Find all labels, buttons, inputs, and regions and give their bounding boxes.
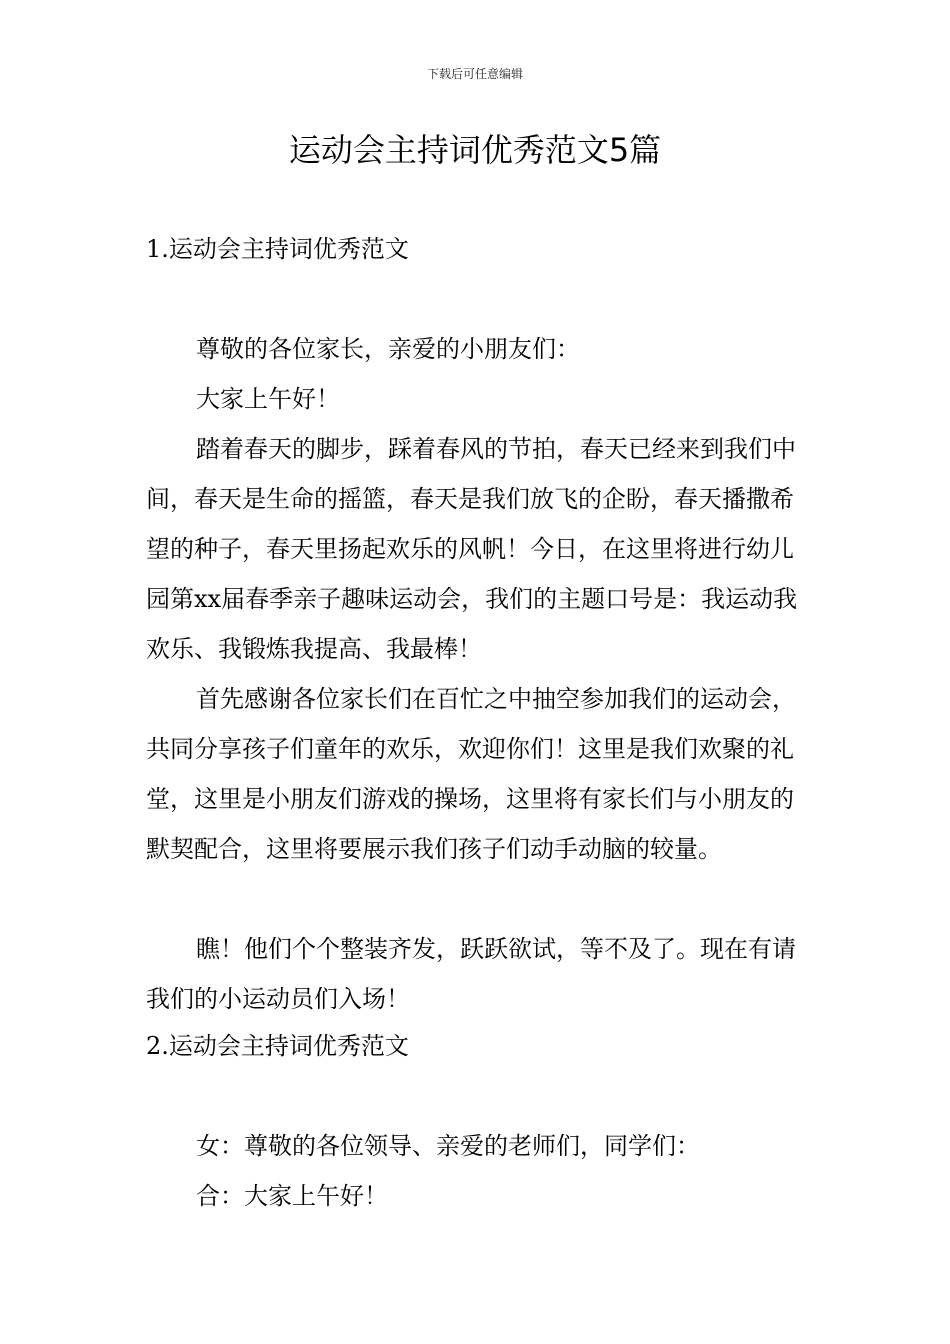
paragraph-entrance: 瞧！他们个个整装齐发，跃跃欲试，等不及了。现在有请我们的小运动员们入场！ [146,935,796,1013]
header-note: 下载后可任意编辑 [426,67,523,81]
paragraph-spring: 踏着春天的脚步，踩着春风的节拍，春天已经来到我们中间，春天是生命的摇篮，春天是我们放飞的企盼，春天播撒希望的种子，春天里扬起欢乐的风帆！今日，在这里将进行幼儿园第xx届春季亲子趣味运动会，我们的主题口号是：我运动我欢乐、我锻炼我提高、我最棒！ [146,435,798,663]
paragraph-female-host: 女：尊敬的各位领导、亲爱的老师们，同学们： [196,1132,700,1160]
document-title: 运动会主持词优秀范文5篇 [288,131,662,169]
paragraph-thanks: 首先感谢各位家长们在百忙之中抽空参加我们的运动会，共同分享孩子们童年的欢乐，欢迎你们！这里是我们欢聚的礼堂，这里是小朋友们游戏的操场，这里将有家长们与小朋友的默契配合，这里将要展示我们孩子们动手动脑的较量。 [146,685,796,863]
section-heading-1: 1.运动会主持词优秀范文 [146,235,409,263]
section-heading-2: 2.运动会主持词优秀范文 [146,1032,409,1060]
paragraph-salutation: 尊敬的各位家长，亲爱的小朋友们： [196,335,580,363]
paragraph-together: 合：大家上午好！ [196,1182,388,1210]
paragraph-greeting: 大家上午好！ [196,385,340,413]
